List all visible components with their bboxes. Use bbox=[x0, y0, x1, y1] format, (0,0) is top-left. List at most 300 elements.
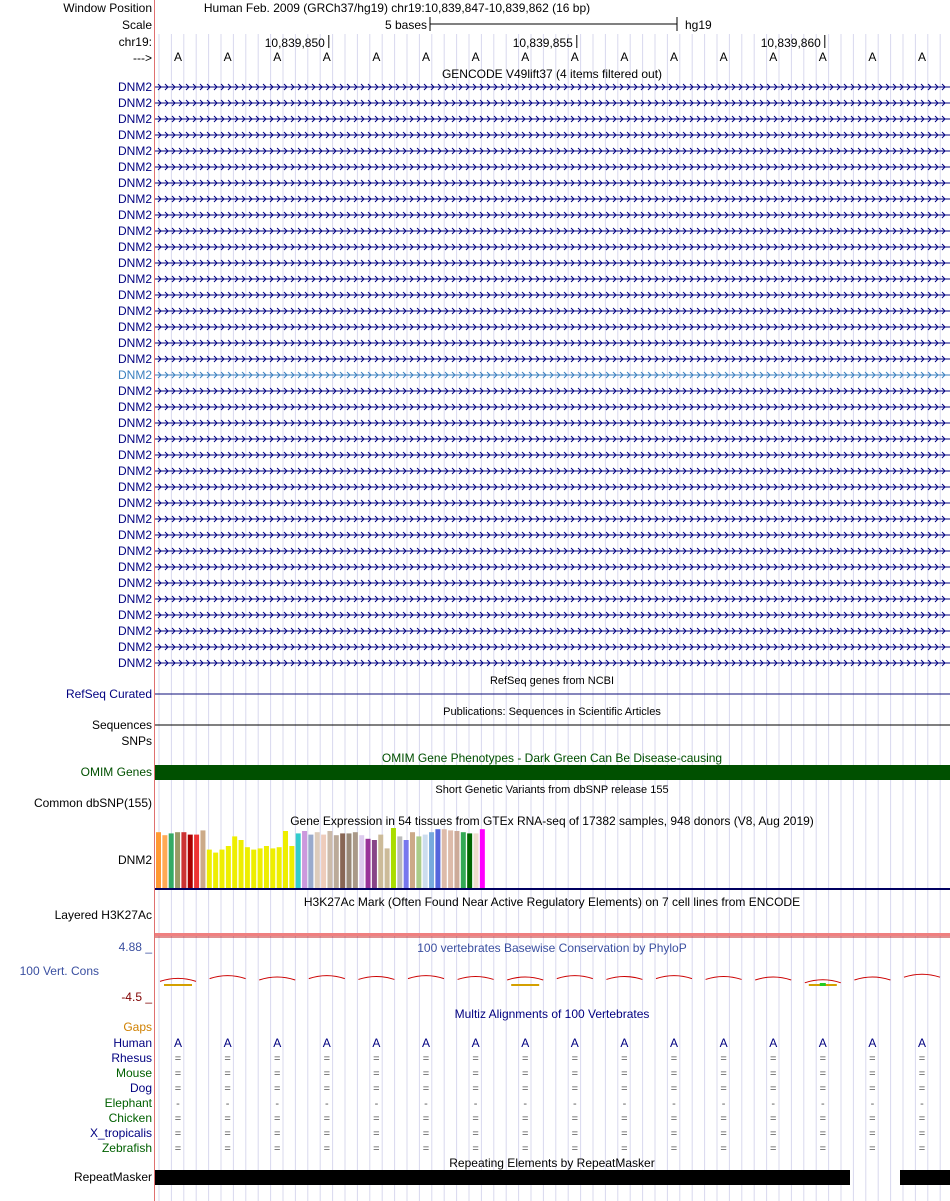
h3k27ac-track-title: H3K27Ac Mark (Often Found Near Active Regulatory Elements) on 7 cell lines from ENCODE bbox=[303, 895, 801, 909]
gtex-tissue-bar[interactable] bbox=[480, 829, 485, 888]
alignment-glyph: = bbox=[670, 1128, 678, 1140]
alignment-glyph: = bbox=[918, 1083, 926, 1095]
ruler-ticks bbox=[265, 35, 825, 50]
phylop-track-title: 100 vertebrates Basewise Conservation by PhyloP bbox=[417, 941, 687, 955]
alignment-glyph: = bbox=[373, 1128, 380, 1140]
gtex-tissue-bar[interactable] bbox=[175, 832, 180, 888]
gencode-item-label[interactable]: DNM2 bbox=[117, 256, 152, 270]
alignment-glyph: = bbox=[869, 1113, 876, 1125]
alignment-glyph: = bbox=[224, 1143, 231, 1155]
rmsk-track-title: Repeating Elements by RepeatMasker bbox=[449, 1156, 655, 1170]
alignment-glyph: A bbox=[868, 1036, 877, 1050]
phylop-value bbox=[160, 978, 196, 981]
multiz-species-label: X_tropicalis bbox=[89, 1126, 152, 1140]
gencode-item-label[interactable]: DNM2 bbox=[117, 288, 152, 302]
gtex-tissue-bar[interactable] bbox=[239, 840, 244, 888]
alignment-glyph: = bbox=[373, 1068, 380, 1080]
multiz-species-label: Elephant bbox=[104, 1096, 152, 1110]
alignment-glyph: = bbox=[422, 1113, 430, 1125]
gtex-tissue-bar[interactable] bbox=[366, 839, 371, 888]
alignment-glyph: = bbox=[472, 1143, 479, 1155]
phylop-value bbox=[854, 977, 890, 980]
phylop-value bbox=[507, 977, 543, 980]
omim-track-label[interactable]: OMIM Genes bbox=[80, 765, 152, 779]
dbsnp-track-label[interactable]: Common dbSNP(155) bbox=[33, 796, 152, 810]
alignment-glyph: = bbox=[273, 1083, 281, 1095]
alignment-glyph: = bbox=[571, 1083, 579, 1095]
alignment-glyph: A bbox=[917, 1036, 927, 1050]
gtex-tissue-bar[interactable] bbox=[232, 836, 237, 888]
reference-base: A bbox=[620, 50, 629, 64]
rmsk-track-label[interactable]: RepeatMasker bbox=[73, 1170, 152, 1184]
gtex-tissue-bar[interactable] bbox=[423, 835, 428, 888]
multiz-gaps-label: Gaps bbox=[123, 1020, 152, 1034]
gtex-tissue-bar[interactable] bbox=[429, 832, 434, 888]
alignment-glyph: = bbox=[373, 1083, 380, 1095]
alignment-glyph: A bbox=[719, 1036, 728, 1050]
gtex-tissue-bar[interactable] bbox=[435, 829, 440, 888]
gencode-transcripts[interactable] bbox=[155, 84, 950, 666]
chrom-label: chr19: bbox=[118, 35, 152, 49]
reference-base: A bbox=[223, 50, 232, 64]
multiz-species-label: Human bbox=[113, 1036, 152, 1050]
gencode-item-label[interactable]: DNM2 bbox=[117, 160, 152, 174]
dbsnp-track-title: Short Genetic Variants from dbSNP release 155 bbox=[435, 784, 669, 796]
alignment-glyph: = bbox=[918, 1143, 926, 1155]
gencode-item-label[interactable]: DNM2 bbox=[117, 320, 152, 334]
alignment-glyph: = bbox=[273, 1053, 281, 1065]
gtex-tissue-bar[interactable] bbox=[289, 846, 294, 888]
gtex-tissue-bar[interactable] bbox=[454, 831, 459, 888]
multiz-species-label: Rhesus bbox=[111, 1051, 152, 1065]
snps-track-label[interactable]: SNPs bbox=[121, 734, 152, 748]
alignment-glyph: = bbox=[819, 1128, 827, 1140]
multiz-species-label: Mouse bbox=[115, 1066, 152, 1080]
alignment-glyph: - bbox=[920, 1098, 924, 1110]
reference-base: A bbox=[322, 50, 331, 64]
alignment-glyph: - bbox=[721, 1098, 726, 1110]
gtex-tissue-bar[interactable] bbox=[296, 833, 301, 888]
gtex-tissue-bar[interactable] bbox=[385, 848, 390, 888]
alignment-glyph: - bbox=[672, 1098, 676, 1110]
phylop-value bbox=[557, 976, 593, 979]
gtex-tissue-bar[interactable] bbox=[372, 840, 377, 888]
gencode-item-label[interactable]: DNM2 bbox=[117, 416, 152, 430]
gtex-tissue-bar[interactable] bbox=[321, 835, 326, 888]
alignment-glyph: - bbox=[622, 1098, 627, 1110]
alignment-glyph: A bbox=[769, 1036, 778, 1050]
alignment-glyph: = bbox=[521, 1143, 529, 1155]
phylop-value bbox=[358, 976, 394, 979]
reference-base: A bbox=[769, 50, 778, 64]
reference-base: A bbox=[471, 50, 480, 64]
alignment-glyph: = bbox=[769, 1083, 777, 1095]
phylop-value bbox=[606, 976, 642, 979]
ruler-tick-label: 10,839,850 bbox=[264, 36, 325, 50]
gtex-tissue-bar[interactable] bbox=[410, 832, 415, 888]
alignment-glyph: = bbox=[273, 1068, 281, 1080]
alignment-glyph: A bbox=[570, 1036, 579, 1050]
alignment-glyph: = bbox=[224, 1128, 231, 1140]
gencode-item-label[interactable]: DNM2 bbox=[117, 432, 152, 446]
strand-label: ---> bbox=[133, 51, 152, 65]
alignment-glyph: - bbox=[374, 1098, 379, 1110]
assembly-position-text: Human Feb. 2009 (GRCh37/hg19) chr19:10,839,847-10,839,862 (16 bp) bbox=[203, 1, 591, 15]
alignment-glyph: = bbox=[869, 1068, 876, 1080]
reference-base: A bbox=[421, 50, 431, 64]
gencode-item-label[interactable]: DNM2 bbox=[117, 560, 152, 574]
gencode-track-title: GENCODE V49lift37 (4 items filtered out) bbox=[441, 67, 663, 81]
alignment-glyph: = bbox=[571, 1143, 579, 1155]
alignment-glyph: - bbox=[870, 1098, 875, 1110]
gtex-track-label[interactable]: DNM2 bbox=[117, 853, 152, 867]
gtex-tissue-bar[interactable] bbox=[283, 831, 288, 888]
alignment-glyph: = bbox=[472, 1068, 479, 1080]
reference-base: A bbox=[521, 50, 530, 64]
gencode-item-label[interactable]: DNM2 bbox=[117, 96, 152, 110]
alignment-glyph: - bbox=[424, 1098, 428, 1110]
alignment-glyph: = bbox=[472, 1128, 479, 1140]
alignment-glyph: A bbox=[471, 1036, 480, 1050]
gtex-tissue-bar[interactable] bbox=[334, 835, 339, 888]
alignment-glyph: = bbox=[323, 1128, 331, 1140]
alignment-glyph: = bbox=[174, 1113, 182, 1125]
alignment-glyph: = bbox=[720, 1128, 727, 1140]
alignment-glyph: A bbox=[223, 1036, 232, 1050]
gtex-tissue-bar[interactable] bbox=[226, 846, 231, 888]
alignment-glyph: = bbox=[174, 1083, 182, 1095]
omim-track-title: OMIM Gene Phenotypes - Dark Green Can Be Disease-causing bbox=[381, 751, 723, 765]
reference-bases bbox=[174, 50, 926, 64]
gtex-tissue-bar[interactable] bbox=[378, 835, 383, 888]
alignment-glyph: A bbox=[521, 1036, 530, 1050]
gencode-item-label[interactable]: DNM2 bbox=[117, 448, 152, 462]
gencode-item-label[interactable]: DNM2 bbox=[117, 272, 152, 286]
alignment-glyph: = bbox=[571, 1128, 579, 1140]
alignment-glyph: A bbox=[421, 1036, 431, 1050]
alignment-glyph: = bbox=[869, 1083, 876, 1095]
alignment-glyph: - bbox=[275, 1098, 280, 1110]
phylop-value bbox=[259, 977, 295, 980]
multiz-alignment-rows[interactable] bbox=[174, 1036, 926, 1155]
gencode-item-label[interactable]: DNM2 bbox=[117, 592, 152, 606]
gencode-item-label[interactable]: DNM2 bbox=[117, 240, 152, 254]
alignment-glyph: = bbox=[819, 1113, 827, 1125]
gencode-item-label[interactable]: DNM2 bbox=[117, 304, 152, 318]
alignment-glyph: = bbox=[819, 1083, 827, 1095]
alignment-glyph: = bbox=[819, 1053, 827, 1065]
gtex-tissue-bar[interactable] bbox=[353, 832, 358, 888]
phylop-value bbox=[805, 980, 841, 983]
alignment-glyph: = bbox=[869, 1128, 876, 1140]
gtex-tissue-bar[interactable] bbox=[207, 850, 212, 888]
alignment-glyph: = bbox=[422, 1068, 430, 1080]
alignment-glyph: = bbox=[769, 1128, 777, 1140]
gtex-tissue-bar[interactable] bbox=[156, 832, 161, 888]
reference-base: A bbox=[868, 50, 877, 64]
alignment-glyph: A bbox=[273, 1036, 282, 1050]
alignment-glyph: = bbox=[819, 1143, 827, 1155]
alignment-glyph: = bbox=[769, 1113, 777, 1125]
phylop-value bbox=[656, 976, 692, 979]
alignment-glyph: = bbox=[571, 1113, 579, 1125]
gencode-item-label[interactable]: DNM2 bbox=[117, 384, 152, 398]
alignment-glyph: = bbox=[571, 1053, 579, 1065]
alignment-glyph: - bbox=[176, 1098, 180, 1110]
alignment-glyph: A bbox=[620, 1036, 629, 1050]
multiz-track-title: Multiz Alignments of 100 Vertebrates bbox=[454, 1007, 650, 1021]
alignment-glyph: - bbox=[523, 1098, 528, 1110]
scale-label: Scale bbox=[121, 18, 152, 32]
gtex-tissue-bar[interactable] bbox=[315, 832, 320, 888]
gtex-tissue-bar[interactable] bbox=[347, 833, 352, 888]
alignment-glyph: = bbox=[224, 1053, 231, 1065]
alignment-glyph: = bbox=[273, 1113, 281, 1125]
gtex-tissue-bar[interactable] bbox=[162, 835, 167, 888]
gencode-item-label[interactable]: DNM2 bbox=[117, 368, 152, 382]
alignment-glyph: - bbox=[324, 1098, 329, 1110]
alignment-glyph: = bbox=[323, 1068, 331, 1080]
alignment-glyph: = bbox=[373, 1113, 380, 1125]
gtex-tissue-bar[interactable] bbox=[264, 846, 269, 888]
alignment-glyph: A bbox=[372, 1036, 381, 1050]
gtex-tissue-bar[interactable] bbox=[270, 848, 275, 888]
alignment-glyph: = bbox=[869, 1053, 876, 1065]
refseq-track-title: RefSeq genes from NCBI bbox=[489, 675, 615, 687]
track-image[interactable] bbox=[155, 0, 950, 1201]
scale-db-text: hg19 bbox=[685, 18, 712, 32]
gtex-tissue-bar[interactable] bbox=[442, 829, 447, 888]
ruler-tick-label: 10,839,860 bbox=[760, 36, 821, 50]
gtex-tissue-bar[interactable] bbox=[169, 833, 174, 888]
gencode-item-label[interactable]: DNM2 bbox=[117, 608, 152, 622]
gtex-tissue-bar[interactable] bbox=[194, 835, 199, 888]
alignment-glyph: = bbox=[670, 1068, 678, 1080]
gencode-item-label[interactable]: DNM2 bbox=[117, 192, 152, 206]
gencode-item-label[interactable]: DNM2 bbox=[117, 128, 152, 142]
reference-base: A bbox=[273, 50, 282, 64]
phylop-value bbox=[408, 976, 444, 979]
gencode-item-label[interactable]: DNM2 bbox=[117, 336, 152, 350]
gtex-track-title: Gene Expression in 54 tissues from GTEx RNA-seq of 17382 samples, 948 donors (V8, Aug 2019) bbox=[290, 814, 814, 828]
gtex-tissue-bar[interactable] bbox=[461, 832, 466, 888]
gencode-item-label[interactable]: DNM2 bbox=[117, 480, 152, 494]
alignment-glyph: - bbox=[225, 1098, 230, 1110]
phylop-value bbox=[309, 976, 345, 979]
alignment-glyph: = bbox=[174, 1128, 182, 1140]
gtex-tissue-bar[interactable] bbox=[397, 836, 402, 888]
alignment-glyph: A bbox=[322, 1036, 331, 1050]
gtex-tissue-bar[interactable] bbox=[251, 850, 256, 888]
alignment-glyph: = bbox=[670, 1053, 678, 1065]
alignment-glyph: = bbox=[621, 1083, 628, 1095]
phylop-value bbox=[706, 976, 742, 979]
phylop-positive-mark bbox=[820, 983, 826, 986]
alignment-glyph: = bbox=[720, 1113, 727, 1125]
alignment-glyph: = bbox=[373, 1053, 380, 1065]
reference-base: A bbox=[372, 50, 381, 64]
alignment-glyph: = bbox=[869, 1143, 876, 1155]
gtex-tissue-bar[interactable] bbox=[474, 833, 479, 888]
reference-base: A bbox=[719, 50, 728, 64]
alignment-glyph: = bbox=[224, 1083, 231, 1095]
alignment-glyph: = bbox=[621, 1113, 628, 1125]
alignment-glyph: = bbox=[472, 1083, 479, 1095]
reference-base: A bbox=[570, 50, 579, 64]
alignment-glyph: = bbox=[819, 1068, 827, 1080]
ruler-tick-label: 10,839,855 bbox=[512, 36, 573, 50]
reference-base: A bbox=[173, 50, 183, 64]
alignment-glyph: = bbox=[769, 1053, 777, 1065]
gencode-item-label[interactable]: DNM2 bbox=[117, 528, 152, 542]
gtex-tissue-bar[interactable] bbox=[340, 833, 345, 888]
alignment-glyph: = bbox=[918, 1068, 926, 1080]
gencode-item-label[interactable]: DNM2 bbox=[117, 496, 152, 510]
phylop-max-label: 4.88 _ bbox=[118, 940, 152, 954]
alignment-glyph: = bbox=[224, 1113, 231, 1125]
refseq-track-label[interactable]: RefSeq Curated bbox=[65, 687, 152, 701]
multiz-species-label: Zebrafish bbox=[101, 1141, 152, 1155]
alignment-glyph: = bbox=[373, 1143, 380, 1155]
gtex-tissue-bar[interactable] bbox=[188, 835, 193, 888]
alignment-glyph: = bbox=[621, 1053, 628, 1065]
gencode-item-label[interactable]: DNM2 bbox=[117, 400, 152, 414]
phylop-value bbox=[458, 976, 494, 979]
alignment-glyph: = bbox=[323, 1053, 331, 1065]
alignment-glyph: = bbox=[323, 1083, 331, 1095]
alignment-glyph: = bbox=[670, 1143, 678, 1155]
alignment-glyph: = bbox=[918, 1113, 926, 1125]
gtex-tissue-bar[interactable] bbox=[467, 833, 472, 888]
publications-track-title: Publications: Sequences in Scientific Articles bbox=[443, 706, 661, 718]
scale-text: 5 bases bbox=[384, 18, 427, 32]
gtex-tissue-bar[interactable] bbox=[308, 835, 313, 888]
alignment-glyph: = bbox=[521, 1083, 529, 1095]
gencode-item-label[interactable]: DNM2 bbox=[117, 80, 152, 94]
gtex-tissue-bar[interactable] bbox=[245, 847, 250, 888]
gencode-item-label[interactable]: DNM2 bbox=[117, 624, 152, 638]
alignment-glyph: = bbox=[472, 1053, 479, 1065]
phylop-track-label[interactable]: 100 Vert. Cons bbox=[19, 964, 99, 978]
gtex-tissue-bar[interactable] bbox=[416, 836, 421, 888]
reference-base: A bbox=[669, 50, 679, 64]
alignment-glyph: = bbox=[621, 1143, 628, 1155]
publications-track-label[interactable]: Sequences bbox=[91, 718, 152, 732]
alignment-glyph: - bbox=[473, 1098, 478, 1110]
gtex-tissue-bar[interactable] bbox=[181, 832, 186, 888]
alignment-glyph: = bbox=[174, 1068, 182, 1080]
gtex-tissue-bar[interactable] bbox=[359, 835, 364, 888]
gtex-tissue-bar[interactable] bbox=[391, 828, 396, 888]
rmsk-element-2[interactable] bbox=[900, 1170, 950, 1185]
gencode-item-label[interactable]: DNM2 bbox=[117, 112, 152, 126]
h3k27ac-track-label[interactable]: Layered H3K27Ac bbox=[54, 908, 152, 922]
alignment-glyph: = bbox=[769, 1068, 777, 1080]
alignment-glyph: A bbox=[173, 1036, 183, 1050]
gencode-item-label[interactable]: DNM2 bbox=[117, 208, 152, 222]
alignment-glyph: = bbox=[323, 1143, 331, 1155]
h3k27ac-signal[interactable] bbox=[155, 933, 950, 936]
reference-base: A bbox=[917, 50, 927, 64]
phylop-value bbox=[755, 977, 791, 980]
gtex-tissue-bar[interactable] bbox=[277, 847, 282, 888]
alignment-glyph: = bbox=[571, 1068, 579, 1080]
phylop-conserved-mark bbox=[511, 984, 539, 986]
alignment-glyph: = bbox=[174, 1143, 182, 1155]
alignment-glyph: A bbox=[818, 1036, 827, 1050]
alignment-glyph: - bbox=[820, 1098, 825, 1110]
alignment-glyph: = bbox=[918, 1053, 926, 1065]
reference-base: A bbox=[818, 50, 827, 64]
alignment-glyph: = bbox=[422, 1143, 430, 1155]
phylop-value bbox=[904, 974, 940, 977]
alignment-glyph: = bbox=[918, 1128, 926, 1140]
gencode-item-label[interactable]: DNM2 bbox=[117, 352, 152, 366]
phylop-value bbox=[210, 976, 246, 979]
alignment-glyph: = bbox=[670, 1083, 678, 1095]
alignment-glyph: = bbox=[621, 1068, 628, 1080]
gencode-item-label[interactable]: DNM2 bbox=[117, 224, 152, 238]
gencode-item-label[interactable]: DNM2 bbox=[117, 640, 152, 654]
gtex-tissue-bar[interactable] bbox=[302, 831, 307, 888]
multiz-species-label: Chicken bbox=[108, 1111, 152, 1125]
gtex-tissue-bar[interactable] bbox=[404, 840, 409, 888]
gencode-item-label[interactable]: DNM2 bbox=[117, 144, 152, 158]
alignment-glyph: = bbox=[720, 1143, 727, 1155]
alignment-glyph: = bbox=[521, 1113, 529, 1125]
gtex-tissue-bar[interactable] bbox=[327, 831, 332, 888]
alignment-glyph: = bbox=[174, 1053, 182, 1065]
scale-bar bbox=[385, 17, 712, 32]
alignment-glyph: = bbox=[422, 1128, 430, 1140]
gtex-tissue-bar[interactable] bbox=[200, 830, 205, 888]
gencode-item-label[interactable]: DNM2 bbox=[117, 576, 152, 590]
alignment-glyph: = bbox=[273, 1143, 281, 1155]
alignment-glyph: = bbox=[224, 1068, 231, 1080]
phylop-min-label: -4.5 _ bbox=[121, 990, 152, 1004]
phylop-signal[interactable] bbox=[160, 974, 940, 986]
rmsk-element-1[interactable] bbox=[155, 1170, 850, 1185]
alignment-glyph: A bbox=[669, 1036, 679, 1050]
gtex-tissue-bar[interactable] bbox=[448, 830, 453, 888]
alignment-glyph: = bbox=[521, 1053, 529, 1065]
gencode-item-label[interactable]: DNM2 bbox=[117, 544, 152, 558]
multiz-species-label: Dog bbox=[129, 1081, 152, 1095]
omim-gene-bar[interactable] bbox=[155, 765, 950, 780]
gencode-item-label[interactable]: DNM2 bbox=[117, 464, 152, 478]
alignment-glyph: = bbox=[720, 1083, 727, 1095]
alignment-glyph: = bbox=[769, 1143, 777, 1155]
gencode-item-label[interactable]: DNM2 bbox=[117, 512, 152, 526]
track-labels-column bbox=[0, 0, 154, 1201]
alignment-glyph: = bbox=[521, 1068, 529, 1080]
alignment-glyph: = bbox=[422, 1083, 430, 1095]
gencode-item-label[interactable]: DNM2 bbox=[117, 656, 152, 670]
alignment-glyph: = bbox=[422, 1053, 430, 1065]
gencode-item-label[interactable]: DNM2 bbox=[117, 176, 152, 190]
alignment-glyph: = bbox=[720, 1068, 727, 1080]
alignment-glyph: = bbox=[273, 1128, 281, 1140]
gtex-tissue-bar[interactable] bbox=[258, 848, 263, 888]
alignment-glyph: - bbox=[572, 1098, 577, 1110]
alignment-glyph: = bbox=[670, 1113, 678, 1125]
alignment-glyph: = bbox=[521, 1128, 529, 1140]
gtex-tissue-bar[interactable] bbox=[213, 853, 218, 888]
window-position-label: Window Position bbox=[63, 1, 152, 15]
alignment-glyph: = bbox=[720, 1053, 727, 1065]
gtex-tissue-bar[interactable] bbox=[220, 850, 225, 888]
alignment-glyph: = bbox=[621, 1128, 628, 1140]
